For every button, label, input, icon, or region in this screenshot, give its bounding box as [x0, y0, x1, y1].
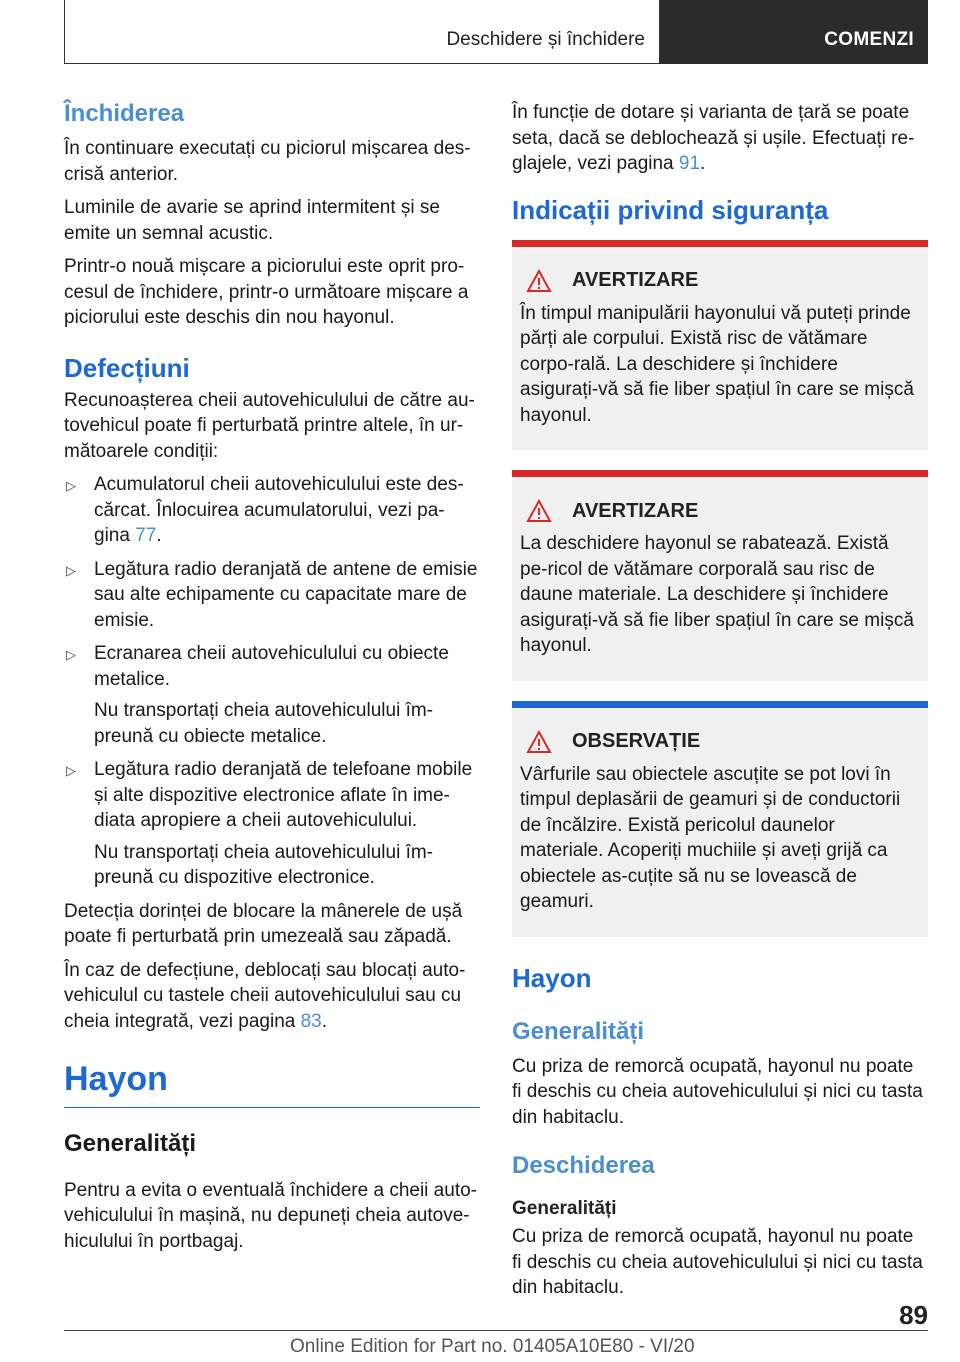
conditions-list — [64, 472, 480, 891]
header-section-title: Deschidere și închidere — [446, 29, 645, 50]
paragraph: Cu priza de remorcă ocupată, hayonul nu poate fi deschis cu cheia autovehiculului și nici cu tasta din habitaclu. — [512, 1055, 923, 1128]
heading-hayon: Hayon — [64, 1060, 480, 1108]
list-item-subtext: Nu transportați cheia autovehiculului îm-preună cu dispozitive electronice. — [94, 841, 434, 888]
list-item-text: Legătura radio deranjată de telefoane mobile și alte dispozitive electronice aflate în ime-diata apropiere a cheii autovehiculului. — [94, 759, 473, 831]
paragraph-text: În funcție de dotare și varianta de țară se poate seta, dacă se deblochează și ușile. Efectuați re-glajele, vezi pagina — [512, 102, 915, 174]
paragraph: În continuare executați cu piciorul mișcarea des-crisă anterior. — [64, 138, 471, 185]
warning-triangle-icon — [526, 499, 552, 523]
heading-indicatii: Indicații privind siguranța — [512, 194, 829, 225]
triangle-bullet-icon: ▷ — [66, 647, 76, 662]
right-column — [512, 100, 928, 1309]
warning-box — [512, 240, 928, 451]
footer-edition: Online Edition for Part no. 01405A10E80 - VI/20 — [290, 1336, 695, 1357]
triangle-bullet-icon: ▷ — [66, 763, 76, 778]
left-column — [64, 100, 480, 1262]
list-item — [64, 557, 480, 634]
warning-triangle-icon — [526, 730, 552, 754]
header-tab-label: COMENZI — [824, 29, 914, 50]
paragraph: Cu priza de remorcă ocupată, hayonul nu poate fi deschis cu cheia autovehiculului și nici cu tasta din habitaclu. — [512, 1226, 923, 1298]
warning-label: AVERTIZARE — [572, 269, 699, 291]
page-link[interactable]: 83 — [300, 1010, 322, 1032]
paragraph-text: În caz de defecțiune, deblocați sau blocați auto-vehiculul cu tastele cheii autovehiculului sau cu cheia integrată, vezi pagina — [64, 959, 466, 1032]
heading-generalitati-small: Generalități — [512, 1198, 617, 1219]
heading-generalitati: Generalități — [64, 1130, 197, 1157]
header-tab — [660, 0, 928, 64]
warning-title — [520, 269, 920, 293]
heading-deschiderea: Deschiderea — [512, 1152, 655, 1179]
triangle-bullet-icon: ▷ — [66, 562, 76, 578]
heading-generalitati: Generalități — [512, 1017, 645, 1045]
footer-divider — [64, 1330, 928, 1331]
warning-triangle-icon — [526, 269, 552, 293]
warning-text: La deschidere hayonul se rabatează. Există pe-ricol de vătămare corporală sau risc de daune materiale. La deschidere și închidere asigurați-vă să fie liber spațiul în care se mișcă hayonul. — [520, 533, 914, 656]
page-link[interactable]: 77 — [135, 525, 157, 546]
warning-box — [512, 470, 928, 681]
heading-inchiderea: Închiderea — [64, 100, 185, 127]
list-item-text: Legătura radio deranjată de antene de emisie sau alte echipamente cu capacitate mare de emisie. — [94, 558, 478, 631]
paragraph: Recunoașterea cheii autovehiculului de către au-tovehicul poate fi perturbată printre altele, în ur-mătoarele condiții: — [64, 389, 475, 462]
page-number: 89 — [899, 1300, 928, 1330]
paragraph: Printr-o nouă mișcare a piciorului este oprit pro-cesul de închidere, printr-o următoare mișcare a piciorului este deschis din nou hayonul. — [64, 256, 469, 328]
paragraph: În caz de defecțiune, deblocați sau blocați auto-vehiculul cu tastele cheii autovehiculului sau cu cheia integrată, vezi pagina 83. — [64, 959, 466, 1032]
heading-hayon: Hayon — [512, 962, 592, 993]
list-item — [64, 641, 480, 749]
heading-defectiuni: Defecțiuni — [64, 352, 190, 383]
list-item — [64, 757, 480, 891]
warning-text: În timpul manipulării hayonului vă puteți prinde părți ale corpului. Există risc de vătămare corpo-rală. La deschidere și închidere asigurați-vă să fie liber spațiul în care se mișcă hayonul. — [520, 302, 914, 426]
triangle-bullet-icon: ▷ — [66, 478, 76, 493]
header-section — [64, 0, 660, 64]
paragraph: Pentru a evita o eventuală închidere a cheii auto-vehiculului în mașină, nu depuneți cheia autove-hiculului în portbagaj. — [64, 1179, 477, 1252]
notice-label: OBSERVAȚIE — [572, 730, 701, 752]
page-header — [64, 0, 928, 64]
page-link[interactable]: 91 — [678, 153, 701, 174]
notice-text: Vârfurile sau obiectele ascuțite se pot lovi în timpul deplasării de geamuri și de conductorii de încălzire. Există pericolul daunelor materiale. Acoperiți muchiile și aveți grijă ca obiectele as-cuțite să nu se lovească de geamuri. — [520, 763, 901, 912]
warning-title — [520, 499, 920, 523]
list-item: ▷ Acumulatorul cheii autovehiculului este des-cărcat. Înlocuirea acumulatorului, vezi pa-gina 77. — [66, 474, 464, 546]
notice-box — [512, 701, 928, 937]
list-item-subtext: Nu transportați cheia autovehiculului îm-preună cu obiecte metalice. — [94, 700, 434, 747]
notice-title — [520, 730, 920, 754]
paragraph: În funcție de dotare și varianta de țară se poate seta, dacă se deblochează și ușile. Efectuați re-glajele, vezi pagina 91. — [512, 102, 915, 174]
list-item-text: Acumulatorul cheii autovehiculului este des-cărcat. Înlocuirea acumulatorului, vezi pa-gina — [94, 474, 464, 546]
paragraph: Luminile de avarie se aprind intermitent și se emite un semnal acustic. — [64, 197, 440, 244]
list-item-text: Ecranarea cheii autovehiculului cu obiecte metalice. — [94, 643, 449, 690]
paragraph: Detecția dorinței de blocare la mânerele de ușă poate fi perturbată prin umezeală sau zăpadă. — [64, 900, 463, 947]
warning-label: AVERTIZARE — [572, 499, 699, 522]
